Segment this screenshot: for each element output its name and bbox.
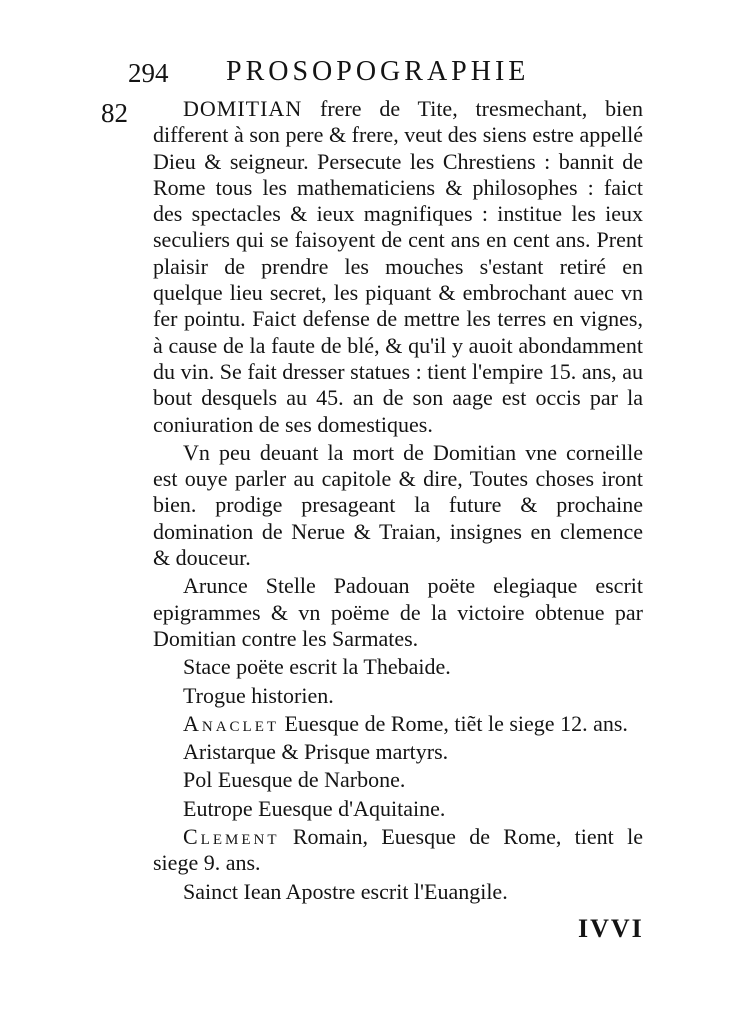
entry-text: Trogue historien. — [183, 682, 334, 708]
entry-text: Sainct Iean Apostre escrit l'Euangile. — [183, 878, 508, 904]
entry-text: Aristarque & Prisque martyrs. — [183, 739, 449, 765]
entry-text: Romain, Euesque de Rome, tient le siege 9. ans. — [153, 824, 643, 876]
catchword: IVVI — [578, 914, 644, 943]
running-title: PROSOPOGRAPHIE — [226, 56, 530, 87]
entry-trogue — [153, 683, 643, 709]
entry-text: Stace poëte escrit la Thebaide. — [183, 654, 451, 680]
text-body — [153, 96, 643, 905]
page-header — [0, 58, 743, 98]
entry-aristarque — [153, 739, 643, 765]
entry-text: Arunce Stelle Padouan poëte elegiaque escrit epigrammes & vn poëme de la victoire obtenue par Domitian contre les Sarmates. — [153, 573, 643, 651]
page-number: 294 — [128, 58, 169, 88]
entry-text: Euesque de Rome, tiẽt le siege 12. ans. — [284, 710, 628, 736]
entry-text: Pol Euesque de Narbone. — [183, 767, 406, 793]
entry-clement — [153, 824, 643, 877]
entry-domitian — [153, 96, 643, 438]
entry-name: Anaclet — [183, 710, 280, 736]
entry-stace — [153, 654, 643, 680]
entry-sainct-iean — [153, 879, 643, 905]
margin-year: 82 — [101, 98, 128, 128]
entry-arunce-stelle — [153, 573, 643, 652]
entry-text: Vn peu deuant la mort de Domitian vne corneille est ouye parler au capitole & dire, Toutes choses iront bien. prodige presageant la future & prochaine domination de Nerue & Traian, insignes en clemence & douceur. — [153, 439, 643, 571]
entry-eutrope — [153, 796, 643, 822]
entry-text: Eutrope Euesque d'Aquitaine. — [183, 795, 446, 821]
entry-pol — [153, 767, 643, 793]
entry-anaclet — [153, 711, 643, 737]
entry-omen — [153, 440, 643, 571]
entry-text: frere de Tite, tresmechant, bien different à son pere & frere, veut des siens estre appellé Dieu & seigneur. Persecute les Chrestiens : bannit de Rome tous les mathematiciens & philosophes : faict des spectacles & ieux magnifiques : institue les ieux seculiers qui se faisoyent de cent ans en cent ans. Prent plaisir de prendre les mouches s'estant retiré en quelque lieu secret, les piquant & embrochant auec vn fer pointu. Faict defense de mettre les terres en vignes, à cause de la faute de blé, & qu'il y auoit abondamment du vin. Se fait dresser statues : tient l'empire 15. ans, au bout desquels au 45. an de son aage est occis par la coniuration de ses domestiques. — [153, 96, 643, 437]
entry-name: DOMITIAN — [183, 96, 303, 121]
entry-name: Clement — [183, 824, 280, 850]
